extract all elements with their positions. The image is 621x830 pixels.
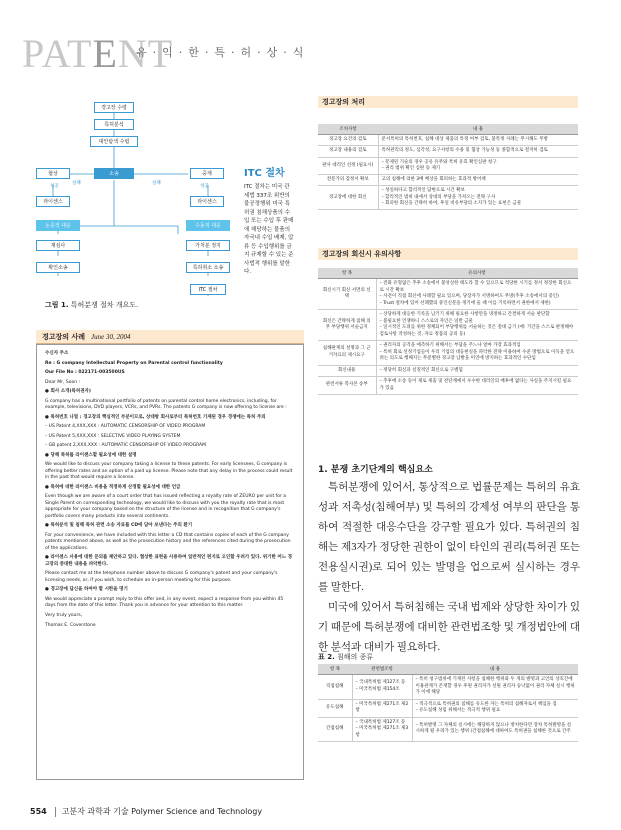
letter-line: – US Patent 4,XXX,XXX : AUTOMATIC CENSORSHIP OF VIDEO PROGRAM	[45, 424, 206, 430]
section-reply-cautions-title: 경고장의 회신시 유의사항	[318, 248, 578, 260]
figure-caption	[45, 300, 138, 310]
letter-line: – GB patent 2,XXX,XXX : AUTOMATIC CENSORSHIP OF VIDEO PROGRAM	[45, 443, 207, 449]
infringement-types-table	[318, 664, 578, 742]
flow-box-cancellation-suit: 특허취소 소송	[186, 262, 230, 273]
table-cell: 유도침해	[318, 699, 352, 717]
reply-cautions-table	[318, 268, 578, 395]
table-cell: 직접침해	[318, 675, 352, 700]
table-cell: – 국내특허법 제127조 등 – 미국특허법 제154조	[352, 675, 412, 700]
table-cell: 경고장에 대한 회신	[318, 186, 378, 210]
table-cell: 회신은 간략하게 침해 의무 부당행위 서술금지	[318, 310, 376, 341]
table-row	[318, 675, 578, 700]
flow-box-confirmation-suit: 확인소송	[36, 262, 80, 273]
letter-line: Very truly yours,	[45, 612, 83, 618]
table-row	[318, 279, 578, 310]
table-cell: – 적극적으로 특허권의 침해를 유도한 자는 특허의 침해자로서 책임을 짐 – 유도침해 성립 위해서는 적극적 행위 필요	[412, 699, 578, 717]
journal-name: 고분자 과학과 기술 Polymer Science and Technology	[61, 807, 263, 816]
letter-line: ● 특허번호 나열 : 경고장의 핵심적인 부분이므로, 상대방 회사로부터 특허번호 기재된 경우 경쟁에는 특허 주의	[45, 414, 266, 420]
table-cell: 간접침해	[318, 717, 352, 742]
table-cell: 경고장 내용의 검토	[318, 146, 378, 157]
example-letter-body	[36, 344, 304, 780]
letter-line: We would like to discuss your company taking a license to these patents. For early licensees, G company is offering better rates and an option of a paid up license. Please note that any delay in the process could result in the past that would require a license.	[45, 462, 293, 481]
table-row	[318, 341, 578, 366]
table-header: 내 용	[378, 124, 578, 135]
table-cell: 회신시기 회신 서면의 선택	[318, 279, 376, 310]
flow-box-warning-received: 경고장 수령	[94, 102, 134, 113]
table-row	[318, 135, 578, 146]
letter-line: G company has a multinational portfolio of patents on parental control home electronics, including, for example, televisions, DVD players, VCRs, and PVRs. The patents G company is now offering to license are :	[45, 398, 287, 411]
header-subtitle: 유·익·한·특·허·상·식	[136, 46, 310, 59]
table-caption	[318, 652, 373, 662]
table-header: 조치사항	[318, 124, 378, 135]
table-header: 유의사항	[376, 268, 578, 279]
flow-box-arbitration: 중재	[190, 168, 224, 179]
table-number: 표 2.	[318, 653, 335, 661]
itc-note	[244, 164, 294, 277]
letter-line: Re : G company Intellectual Property on Parental control functionality	[45, 360, 223, 366]
table-cell: – 특히 청구범위에 기재된 사항을 침해한 행위와 두 개의 발명과 고안의 상호간에 이용관계가 존재할 경우 후원 권리자가 선원 권리자 승낙없이 권리 자체 실시 행위가 이에 해당	[412, 675, 578, 700]
table-row	[318, 310, 578, 341]
table-cell: 판사 대리인 선정 (필요시)	[318, 157, 378, 175]
letter-line: ● 특허분석 및 침해 특허 관련 소송 자료를 CD에 담아 보낸다는 주의 환기	[45, 523, 193, 529]
page-footer	[30, 806, 262, 817]
table-row	[318, 157, 578, 175]
example-letter-date: June 30, 2004	[91, 333, 131, 341]
paragraph: 미국에 있어서 특허침해는 국내 법제와 상당한 차이가 있기 때문에 특허분쟁에 대비한 관련법조항 및 개정법안에 대한 분석과 대비가 필요하다.	[318, 602, 580, 653]
table-cell: 경고장 요건의 검토	[318, 135, 378, 146]
itc-note-title: ITC 절차	[244, 168, 285, 179]
body-text	[318, 478, 580, 658]
table-row	[318, 365, 578, 377]
flow-box-patent-analysis: 특허분석	[94, 119, 134, 130]
table-cell: – 국내특허법 제127조 등 – 미국특허법 제271조 제3항	[352, 717, 412, 742]
section-warning-handling-title: 경고장의 처리	[318, 96, 578, 108]
flow-box-passive-response: 수동적 대응	[186, 220, 230, 231]
table-row	[318, 175, 578, 186]
flow-box-reexamination: 재심사	[36, 240, 80, 251]
table-row	[318, 717, 578, 742]
flow-box-alternative-plan: 대안탐색 수립	[90, 136, 138, 147]
warning-handling-table	[318, 124, 578, 210]
table-cell: 침해판계의 설명과 그 근거자료의 제시요구	[318, 341, 376, 366]
letter-line: Dear Mr, Soon :	[45, 379, 81, 385]
table-cell: 전문가의 감정서 확보	[318, 175, 378, 186]
flow-box-lawsuit: 소송	[94, 168, 134, 179]
table-title: 침해의 종류	[334, 653, 373, 661]
flow-box-license-left: 라이센스	[36, 196, 70, 207]
letter-line: Even though we are aware of a court order that has issued reflecting a royalty rate of ZEURO per unit for a Single Parent on corresponding technology, we would like to discuss with you the royalty rate that is most appropriate for your company based on the structure of the license and in recognition that G company's portfolio covers many products into several continents.	[45, 494, 287, 519]
letter-line: ● 라이센스 사용에 대한 문의를 제안하고 있다. 협상한 표현을 사용하여 일반적인 편지로 오인할 우려가 있다. 위기한 어느 경고장의 증대한 내용을 파악한다.	[45, 555, 292, 567]
letter-line: Thomas E. Coverstone	[45, 622, 96, 628]
table-header: 내 용	[412, 664, 578, 675]
table-cell: – 권리자의 공격을 예측하기 위해서는 부담을 주느냐 얼마 가장 효과적임 – 특허 회로 선정기업들이 우리 기업의 대응현실을 파악한 전략 이용하여 수준 방법으로 이득을 얻으려는 의도로 행해지는 무분별한 경고장 남발을 미연에 방지하는 효과적인 수단임	[376, 341, 578, 366]
table-row	[318, 377, 578, 395]
example-letter-header	[36, 330, 304, 344]
flow-box-injunction: 가처분 정지	[186, 240, 230, 251]
table-cell: 회신내용	[318, 365, 376, 377]
footer-divider	[55, 807, 56, 817]
table-cell: 문서특허의 특허번호, 침해 대상 제품의 특정 여부 검토, 불특정 사례는 무시해도 무방	[378, 135, 578, 146]
table-row	[318, 146, 578, 157]
table-cell: – 상당하게 대응한 기록을 남기기 위해 필요한 사항만을 냉정하고 간결하게 서술 판단함 – 불필요한 언쟁하니 스스로의 자인은 일반 금물 – 일시적인 도피를 위한 정체되어 부당행위를 서술하는 것은 절대 금기 (예: 기간을 스스로 판정해야 검토사항 작성하는 것, 자료 정품의 공의 등)	[376, 310, 578, 341]
paragraph: 특허분쟁에 있어서, 통상적으로 법률문제는 특허의 유효성과 저촉성(침해여부) 및 특허의 강제성 여부의 판단을 통하여 적절한 대응수단을 강구할 필요가 있다. 특허권의 침해는 제3자가 정당한 권한이 없이 타인의 권리(특허권 또는 전용실시권)로 되어 있는 발명을 업으로써 실시하는 경우를 말한다.	[318, 482, 580, 593]
header-title-light: PAT	[22, 31, 93, 76]
table-header: 항 목	[318, 268, 376, 279]
letter-line: ● 특허에 대한 라이센스 비용을 적정하게 산정할 필요성에 대한 언급	[45, 484, 181, 490]
table-cell: – 추후에 소송 등이 제로 제출 및 전단계에서 우수한 대리인의 배후에 없다는 사실을 주지시킬 필요가 있음	[376, 377, 578, 395]
letter-line: 수신자 주소	[45, 351, 69, 356]
table-row	[318, 699, 578, 717]
example-letter-title: 경고장의 사례	[42, 333, 86, 341]
dispute-flowchart	[28, 96, 318, 301]
page-number: 554	[30, 807, 47, 816]
flow-box-active-response: 논증적 대응	[36, 220, 80, 231]
itc-note-body: ITC 절차는 미국 관세법 337조 위반의 불공정행위 미국 특허권 침해상품의 수입 또는 수입 후 판매에 해당하는 물품의 자국내 수입 배제, 압류 등 수입행위를 금지 규제할 수 있는 준사법적 행위를 말한다.	[244, 184, 294, 276]
table-cell: – 미국특허법 제271조 제2항	[352, 699, 412, 717]
flow-box-negotiation: 협상	[36, 168, 70, 179]
letter-line: Please contact me at the telephone number above to discuss G company's patent and your company's licensing needs, or, if you wish, to schedule an in-person meeting for this purpose.	[45, 571, 278, 583]
flow-box-itc: ITC 절차	[190, 284, 226, 295]
letter-line: Our File No : 022171-003500US	[45, 370, 125, 376]
header-title-rest: NT	[117, 31, 174, 76]
flow-label-success-2: 성공	[200, 184, 209, 189]
table-cell: – 정당히 회신과 실질적인 회신으로 구별됨	[376, 365, 578, 377]
header-title-accent: E	[92, 31, 118, 76]
table-cell: – 성실하다고 합리적인 답변으로 시간 확보 – 합리적인 범위 내에서 상대의 부당을 가져오는 전략 구사 – 회피한 회신을 간략히 하여, 후일 비유부당의 소지가 있는 표현은 금물	[378, 186, 578, 210]
table-cell: – 전화 유형없은 추후 소송에서 불성실한 태도라 할 수 있으므로 적당한 시기를 정서 정장한 회신으로 시간 확보 – 사전이 직접 회신에 사례할 필요 있으며, 당장자가 서명하여도 무방(추후 소송에서의 증인) – Trust 절차에 있어 선례했의 중인신문을 정기에 둘 때 이를 기록하면서 권한에서 제한)	[376, 279, 578, 310]
table-cell: 관련서류 복사본 송부	[318, 377, 376, 395]
letter-line: ● 경고장에 답신을 하여야 할 시한을 명기	[45, 587, 128, 593]
figure-caption-text: 특허분쟁 절차 개요도.	[68, 301, 139, 309]
table-cell: 고의 침해에 의한 3배 배상을 회피하는 효과적 방어책	[378, 175, 578, 186]
table-header: 관련법조항	[352, 664, 412, 675]
letter-line: We would appreciate a prompt reply to this offer and, in any event, expect a response from you within 45 days from the date of this letter. Thank you in advance for your attention to this matter.	[45, 596, 284, 609]
flow-label-fail: 실패	[72, 181, 81, 186]
table-row	[318, 186, 578, 210]
letter-line: ● 당해 특허를 라이센스할 필요성에 대한 설명	[45, 452, 137, 458]
section-heading: 1. 분쟁 초기단계의 핵심요소	[318, 465, 433, 475]
letter-line: For your convenience, we have included with this letter a CD that contains copies of each of the G company patents mentioned above, as well as the prosecution history and the references cited during the prosecution of the applications.	[45, 532, 291, 551]
table-cell: – 문제된 기술의 경우 공유 유무와 특허 유효 확인심판 청구 – 권리 범위 확인 심판 등 제기	[378, 157, 578, 175]
flow-label-fail-2: 실패	[152, 181, 161, 186]
table-cell: – 특허발명 그 자체의 실시에는 해당하지 않으나 방치한다면 장차 특허발명을 실시하게 될 우려가 있는 행위 (간접침해에 대하여도 특허권을 침해한 것으로 간주	[412, 717, 578, 742]
figure-number: 그림 1.	[45, 301, 69, 309]
letter-line: ● 회사 소개(특허권자)	[45, 389, 91, 395]
table-header: 항 목	[318, 664, 352, 675]
flow-box-license-right: 라이센스	[190, 196, 224, 207]
flow-label-success: 성공	[50, 184, 59, 189]
letter-line: – US Patent 5,XXX,XXX : SELECTIVE VIDEO PLAYING SYSTEM	[45, 433, 181, 439]
table-cell: 특허관리의 정도, 심각성, 요구사항의 수용 및 협상 가능성 등 종합적으로 철저히 검토	[378, 146, 578, 157]
